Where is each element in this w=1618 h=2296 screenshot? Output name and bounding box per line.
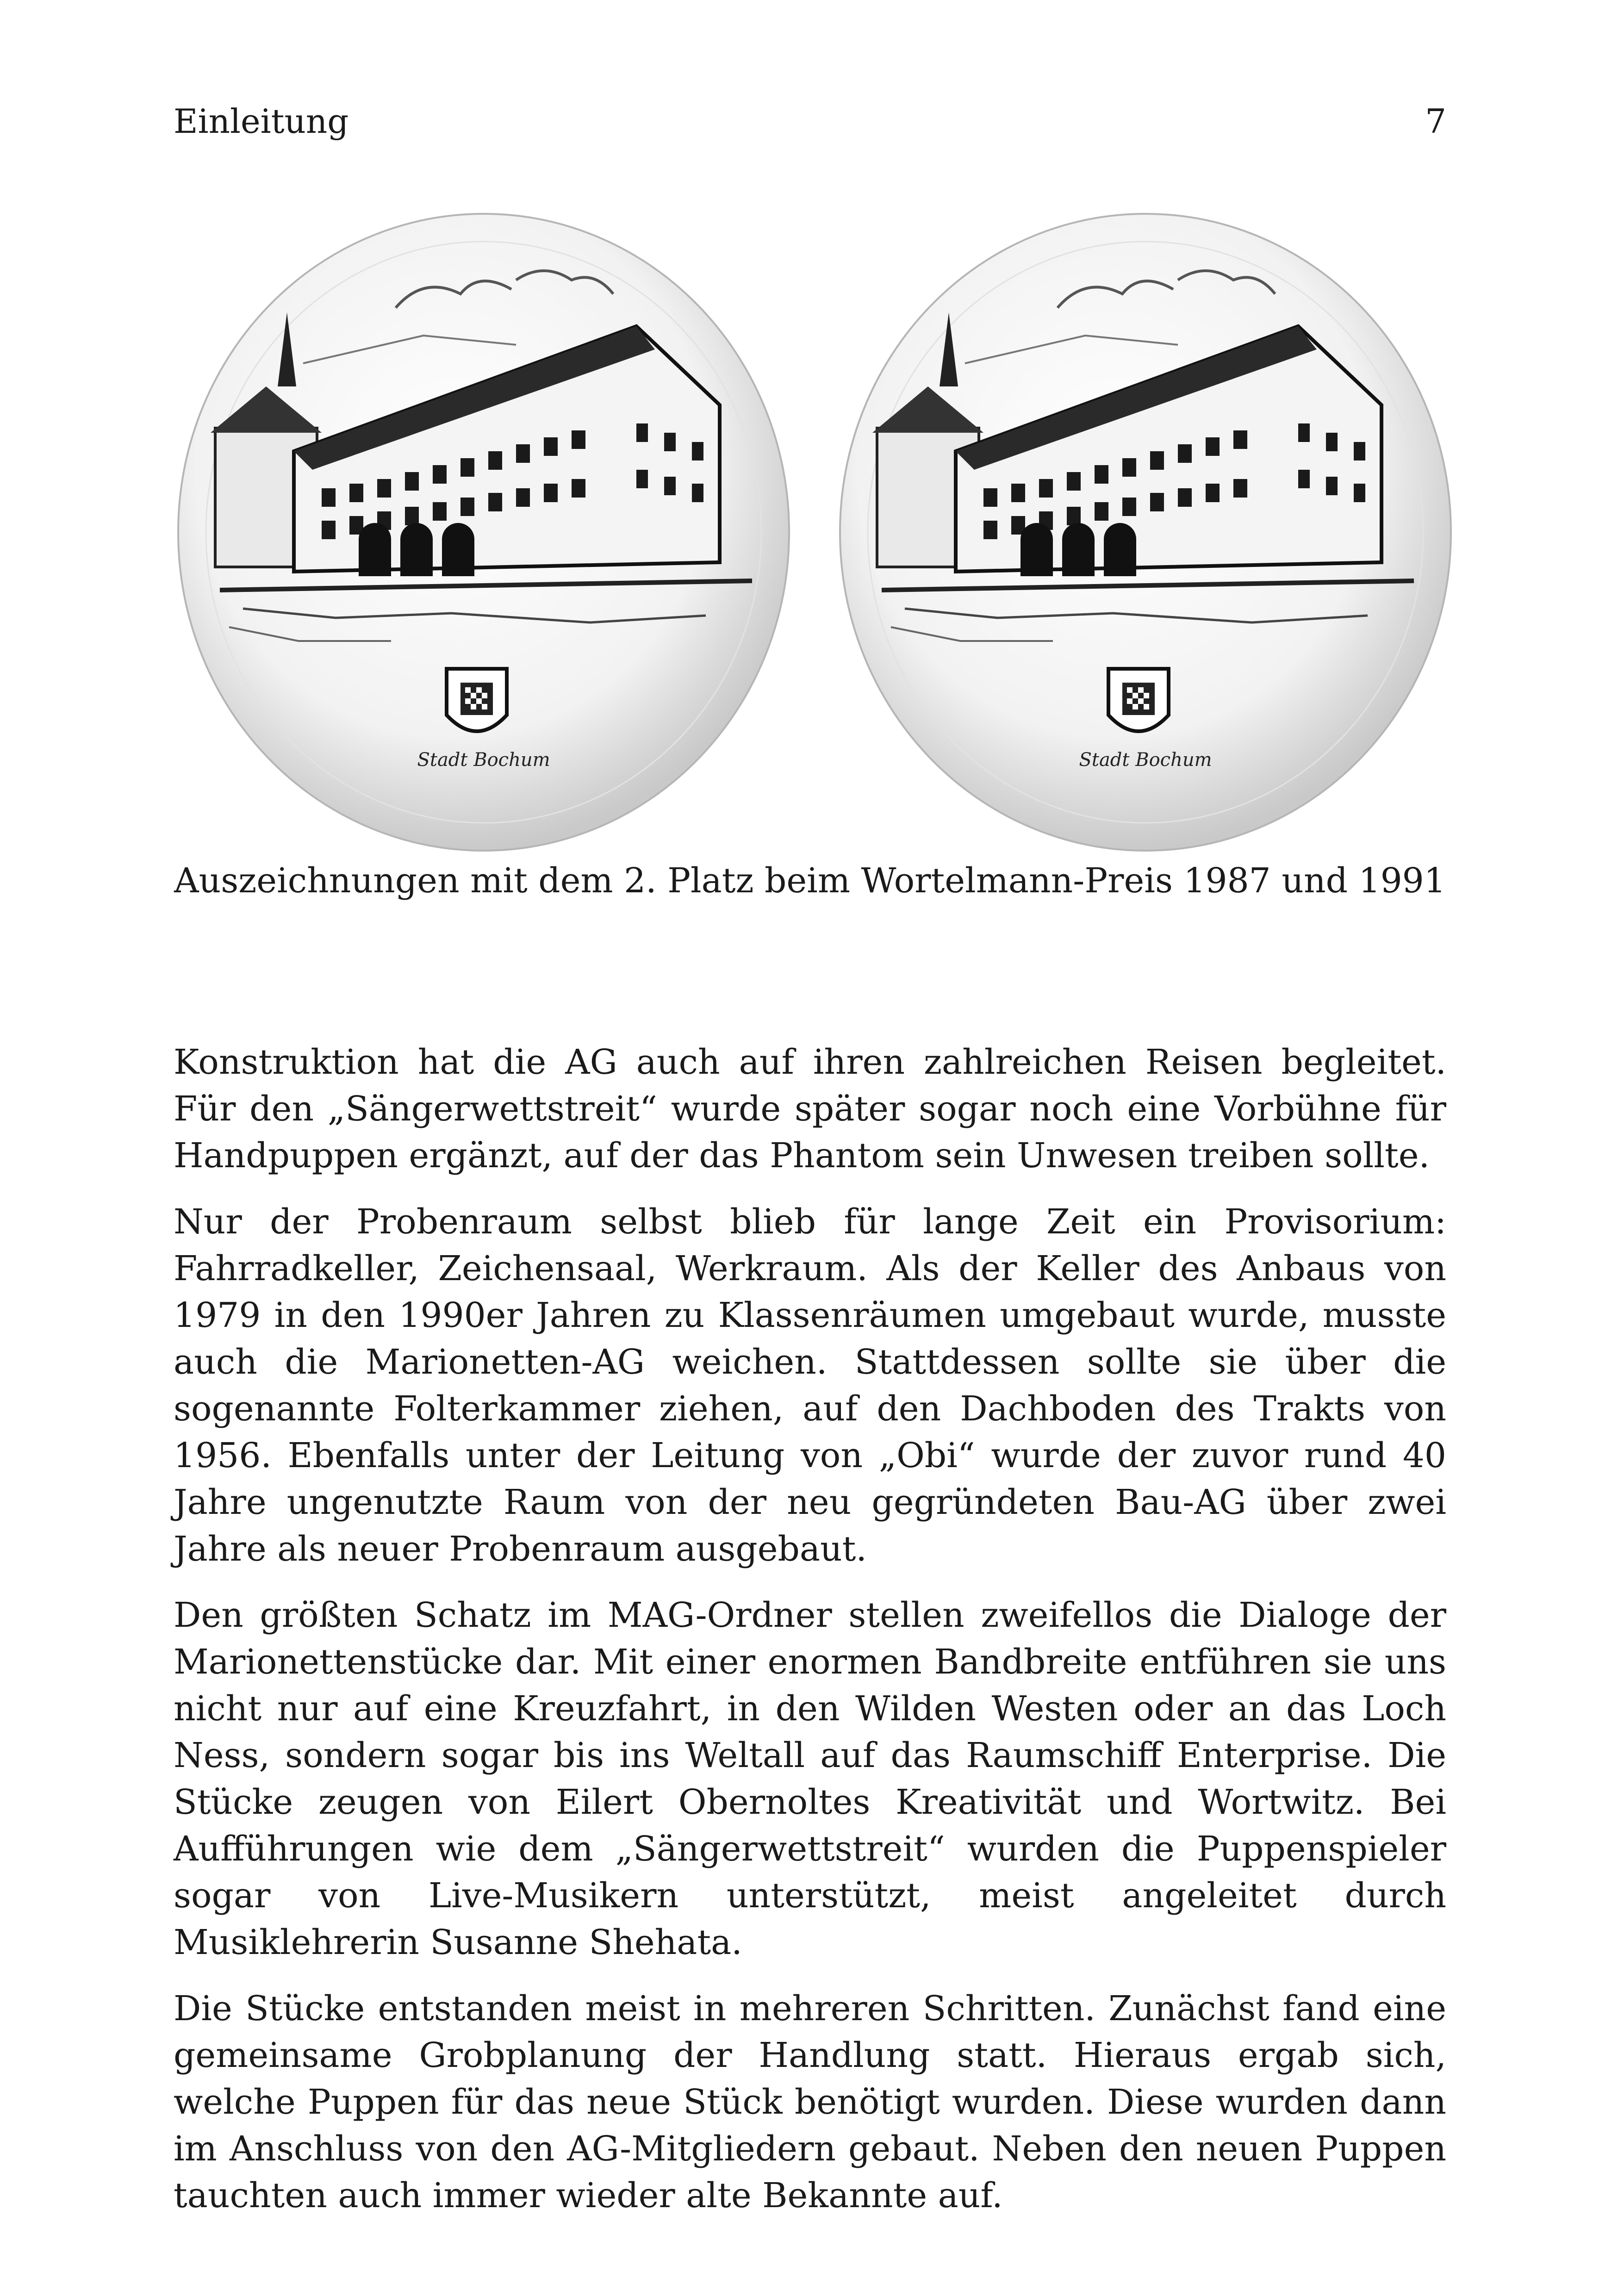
paragraph: Nur der Probenraum selbst blieb für lange Zeit ein Provisorium: Fahrradkeller, Zeichensaal, Werkraum. Als der Keller des Anbaus von 1979 in den 1990er Jahren zu Klassenräumen umgebaut wurde, musste auch die Marionetten-AG weichen. Stattdessen sollte sie über die sogenannte Folterkammer ziehen, auf den Dachboden des Trakts von 1956. Ebenfalls unter der Leitung von „Obi“ wurde der zuvor rund 40 Jahre ungenutzte Raum von der neu gegründeten Bau-AG über zwei Jahre als neuer Probenraum ausgebaut. — [174, 1202, 1446, 1569]
paragraph: Den größten Schatz im MAG-Ordner stellen zweifellos die Dialoge der Marionettenstücke dar. Mit einer enormen Bandbreite entführen sie uns nicht nur auf eine Kreuzfahrt, in den Wilden Westen oder an das Loch Ness, sondern sogar bis ins Weltall auf das Raumschiff Enterprise. Die Stücke zeugen von Eilert Obernoltes Kreativität und Wortwitz. Bei Aufführungen wie dem „Sängerwettstreit“ wurden die Puppenspieler sogar von Live-Musikern unterstützt, meist angeleitet durch Musiklehrerin Susanne Shehata. — [174, 1595, 1446, 1962]
paragraph: Konstruktion hat die AG auch auf ihren zahlreichen Reisen begleitet. Für den „Sängerwettstreit“ wurde später sogar noch eine Vorbühne für Handpuppen ergänzt, auf der das Phantom sein Unwesen treiben sollte. — [174, 1042, 1446, 1176]
plate-illustration — [835, 211, 1456, 854]
running-head — [174, 102, 1446, 143]
plate-inscription: Stadt Bochum — [417, 749, 550, 771]
page-number: 7 — [1425, 102, 1446, 141]
body-text — [174, 1039, 1446, 2239]
section-title: Einleitung — [174, 102, 349, 141]
plate-inscription: Stadt Bochum — [1079, 749, 1212, 771]
plate-illustration — [174, 211, 794, 854]
figure-plates — [174, 211, 1446, 854]
award-plate-1991 — [835, 211, 1456, 854]
figure-caption: Auszeichnungen mit dem 2. Platz beim Wortelmann-Preis 1987 und 1991 — [174, 861, 1446, 901]
award-plate-1987 — [174, 211, 794, 854]
paragraph: Die Stücke entstanden meist in mehreren Schritten. Zunächst fand eine gemeinsame Grobplanung der Handlung statt. Hieraus ergab sich, welche Puppen für das neue Stück benötigt wurden. Diese wurden dann im Anschluss von den AG-Mitgliedern gebaut. Neben den neuen Puppen tauchten auch immer wieder alte Bekannte auf. — [174, 1989, 1446, 2215]
